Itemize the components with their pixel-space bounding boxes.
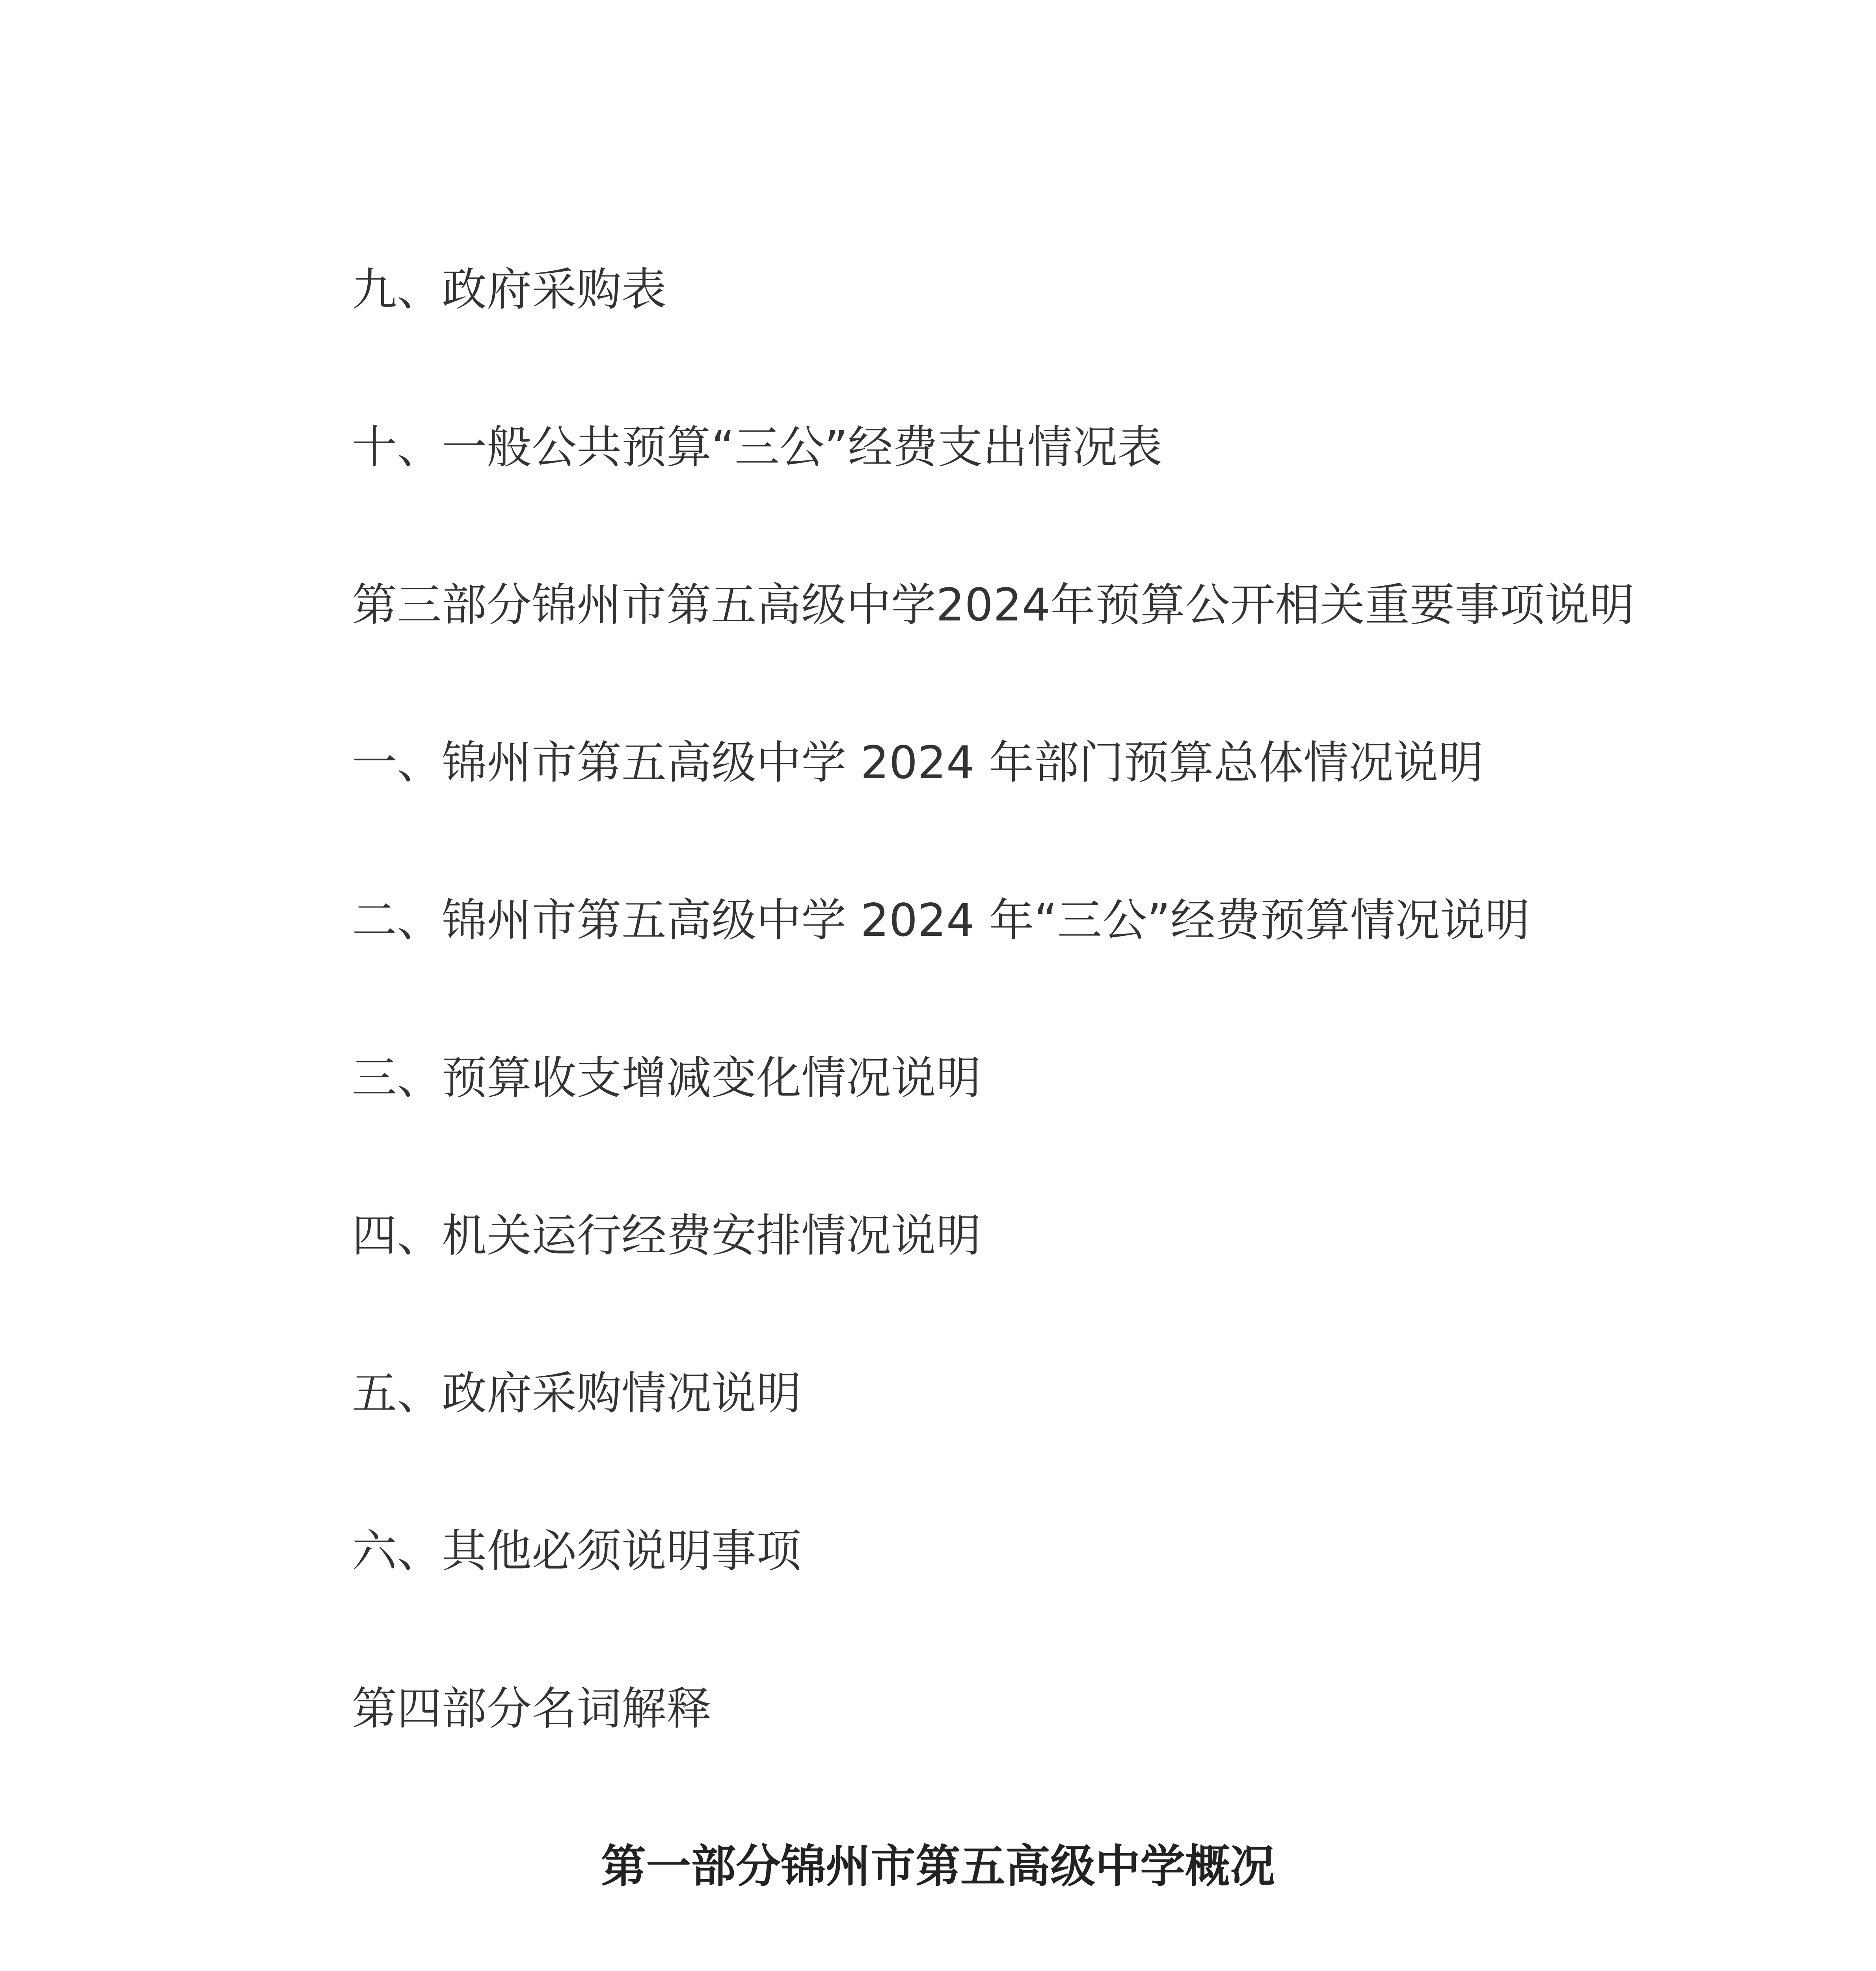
- toc-item-other-matters: 六、其他必须说明事项: [352, 1525, 802, 1577]
- toc-part-three-title: 第三部分锦州市第五高级中学2024年预算公开相关重要事项说明: [352, 579, 1635, 631]
- section-heading: 第一部分锦州市第五高级中学概况: [601, 1840, 1275, 1893]
- toc-item-procurement-table: 九、政府采购表: [352, 263, 667, 316]
- toc-item-overall-budget: 一、锦州市第五高级中学 2024 年部门预算总体情况说明: [352, 736, 1483, 789]
- toc-item-operating-funds: 四、机关运行经费安排情况说明: [352, 1209, 981, 1262]
- toc-item-budget-changes: 三、预算收支增减变化情况说明: [352, 1052, 981, 1104]
- toc-part-four-title: 第四部分名词解释: [352, 1682, 712, 1735]
- toc-item-three-public-expense-table: 十、一般公共预算“三公”经费支出情况表: [352, 421, 1163, 473]
- toc-item-three-public-budget: 二、锦州市第五高级中学 2024 年“三公”经费预算情况说明: [352, 894, 1530, 946]
- toc-item-procurement: 五、政府采购情况说明: [352, 1367, 802, 1420]
